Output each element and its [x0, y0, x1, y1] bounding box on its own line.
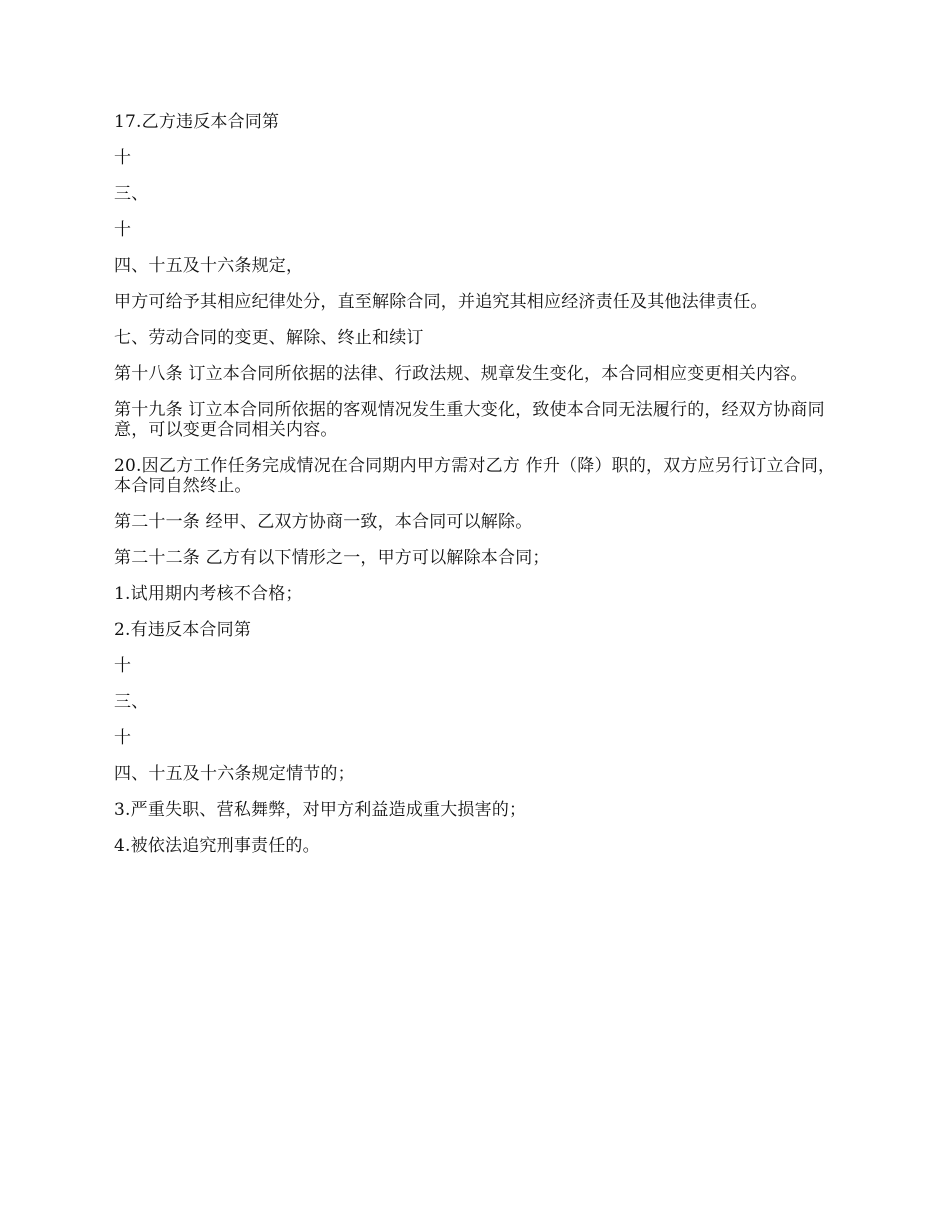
document-body	[114, 112, 836, 872]
paragraph: 十	[114, 148, 132, 168]
paragraph: 第二十一条 经甲、乙双方协商一致，本合同可以解除。	[114, 512, 533, 532]
list-item: 1.试用期内考核不合格；	[114, 584, 303, 604]
paragraph: 四、十五及十六条规定，	[114, 256, 304, 276]
paragraph: 十	[114, 728, 132, 748]
paragraph: 甲方可给予其相应纪律处分，直至解除合同，并追究其相应经济责任及其他法律责任。	[114, 292, 768, 312]
paragraph: 20.因乙方工作任务完成情况在合同期内甲方需对乙方 作升（降）职的，双方应另行订立合同，本合同自然终止。	[114, 456, 836, 496]
section-heading: 七、劳动合同的变更、解除、终止和续订	[114, 328, 424, 348]
paragraph: 17.乙方违反本合同第	[114, 112, 280, 132]
list-item: 3.严重失职、营私舞弊，对甲方利益造成重大损害的；	[114, 800, 527, 820]
list-item: 4.被依法追究刑事责任的。	[114, 836, 320, 856]
paragraph: 三、	[114, 184, 149, 204]
paragraph: 三、	[114, 692, 149, 712]
paragraph: 第二十二条 乙方有以下情形之一，甲方可以解除本合同；	[114, 548, 550, 568]
paragraph: 四、十五及十六条规定情节的；	[114, 764, 355, 784]
paragraph: 第十九条 订立本合同所依据的客观情况发生重大变化，致使本合同无法履行的，经双方协商同意，可以变更合同相关内容。	[114, 400, 825, 440]
paragraph: 十	[114, 220, 132, 240]
list-item: 2.有违反本合同第	[114, 620, 252, 640]
paragraph: 第十八条 订立本合同所依据的法律、行政法规、规章发生变化，本合同相应变更相关内容。	[114, 364, 808, 384]
paragraph: 十	[114, 656, 132, 676]
